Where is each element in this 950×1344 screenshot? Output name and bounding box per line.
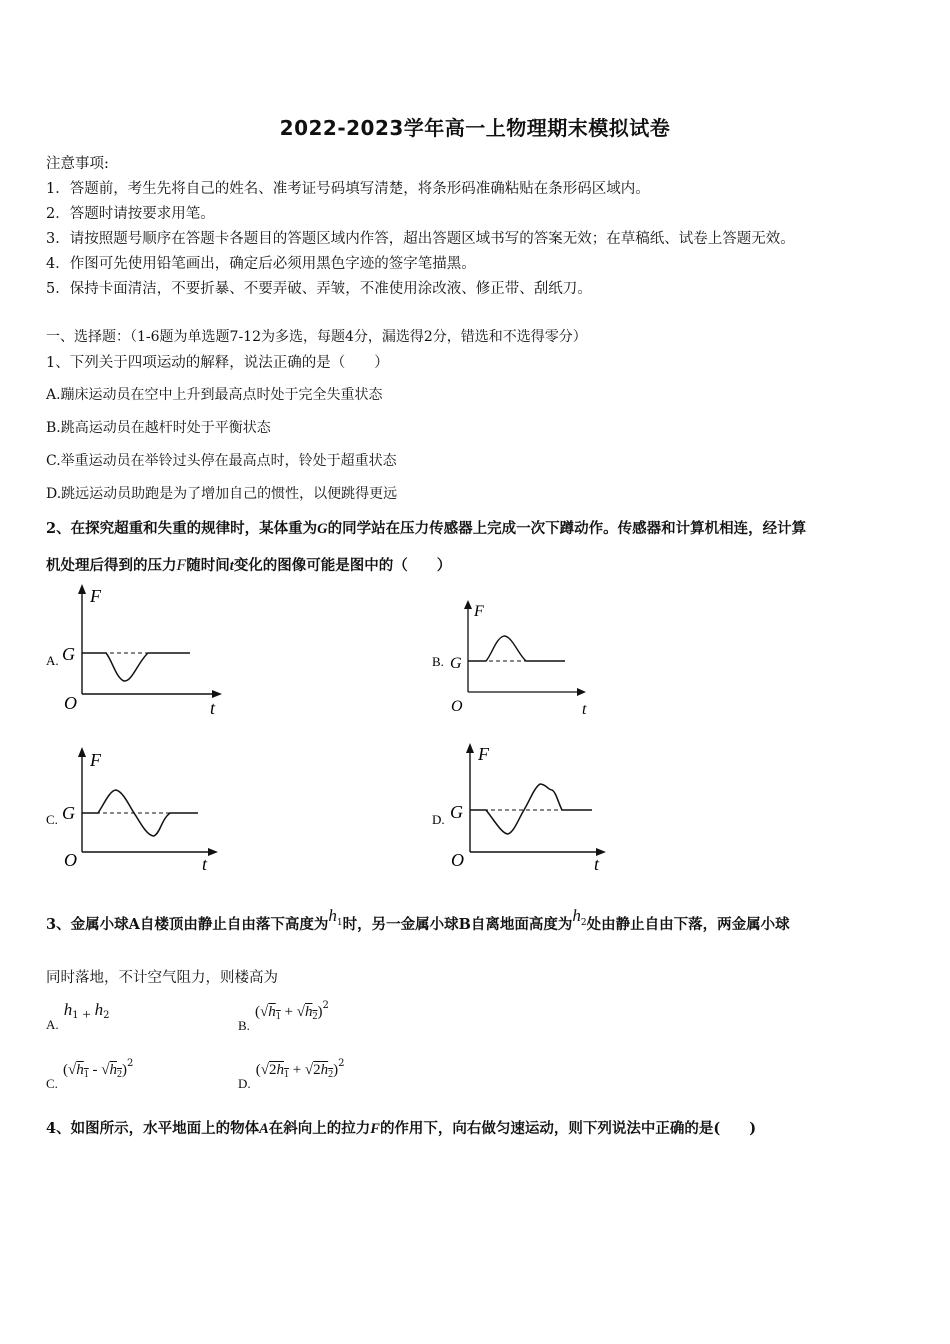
question-2-line1 [46, 517, 806, 538]
graph-d-label: D. [432, 812, 445, 827]
q3-h1: h [328, 906, 337, 925]
graph-a-g: G [62, 644, 75, 664]
graph-option-d [430, 738, 620, 874]
q2-text: 2、在探究超重和失重的规律时，某体重为 [46, 520, 318, 537]
graph-option-b [430, 596, 610, 718]
q4-symbol-a: A [259, 1121, 269, 1137]
y-axis-arrow [78, 584, 86, 594]
q3-option-c-label: C. [46, 1076, 58, 1091]
q2-text: 随时间 [186, 557, 230, 574]
q1-option-c: C.举重运动员在举铃过头停在最高点时，铃处于超重状态 [46, 453, 397, 469]
q1-option-d: D.跳远运动员助跑是为了增加自己的惯性，以便跳得更远 [46, 486, 398, 502]
graph-d-g: G [450, 802, 463, 822]
graph-b-f: F [474, 603, 484, 620]
notice-heading: 注意事项: [46, 156, 109, 172]
q3-h2: h [572, 906, 581, 925]
q3-ball-a: A [128, 916, 140, 933]
graph-d-t: t [594, 854, 600, 874]
notice-item: 2．答题时请按要求用笔。 [46, 206, 215, 222]
graph-b-g: G [450, 655, 462, 672]
graph-b-o: O [451, 698, 463, 715]
x-axis-arrow [577, 688, 586, 696]
notice-item: 4．作图可先使用铅笔画出，确定后必须用黑色字迹的签字笔描黑。 [46, 256, 476, 272]
q2-text: 的同学站在压力传感器上完成一次下蹲动作。传感器和计算机相连，经计算 [327, 520, 807, 537]
graph-d-f: F [478, 744, 489, 764]
q4-symbol-f: F [370, 1121, 380, 1137]
q3-text: 3、金属小球 [46, 916, 129, 933]
q3-option-c: $_{C.}$ $(√h_1 - √h_2)^2$ [46, 1058, 134, 1091]
y-axis-arrow [78, 747, 86, 757]
graph-a-t: t [210, 698, 216, 717]
section-heading: 一、选择题：（1-6题为单选题7-12为多选，每题4分，漏选得2分，错选和不选得零分） [46, 329, 587, 345]
notice-item: 5．保持卡面清洁，不要折暴、不要弄破、弄皱，不准使用涂改液、修正带、刮纸刀。 [46, 281, 592, 297]
graph-c-g: G [62, 803, 75, 823]
q2-text: 机处理后得到的压力 [46, 557, 177, 574]
x-axis-arrow [208, 848, 218, 856]
q4-text: 在斜向上的拉力 [268, 1120, 371, 1137]
q2-symbol-t: t [229, 558, 234, 574]
q2-symbol-g: G [317, 521, 328, 537]
question-3-line2: 同时落地，不计空气阻力，则楼高为 [46, 970, 278, 986]
graph-d-o: O [451, 850, 464, 870]
q3-option-d: $_{D.}$ $(√2h_1 + √2h_2)^2$ [238, 1058, 345, 1091]
q3-option-d-label: D. [238, 1076, 251, 1091]
question-4-stem [46, 1117, 756, 1138]
q3-option-b-label: B. [238, 1018, 250, 1033]
question-1-stem: 1、下列关于四项运动的解释，说法正确的是（ ） [46, 355, 389, 371]
y-axis-arrow [466, 743, 474, 753]
graph-a-o: O [64, 693, 77, 713]
page-title: 2022-2023学年高一上物理期末模拟试卷 [279, 116, 671, 140]
q3-h2-sub: 2 [580, 918, 587, 928]
q3-option-a: $_{A.}$ $h_1 + h_2$ [46, 1000, 110, 1032]
q3-ball-b: B [458, 916, 471, 933]
q1-option-b: B.跳高运动员在越杆时处于平衡状态 [46, 420, 271, 436]
question-2-line2 [46, 554, 451, 575]
q2-symbol-f: F [176, 557, 187, 574]
graph-c-f: F [90, 750, 101, 770]
q3-text: 处由静止自由下落，两金属小球 [586, 916, 790, 933]
graph-b-label: B. [432, 654, 444, 669]
graph-option-a [44, 582, 234, 717]
force-curve [468, 636, 565, 661]
notice-item: 1．答题前，考生先将自己的姓名、准考证号码填写清楚，将条形码准确粘贴在条形码区域内。 [46, 181, 650, 197]
graph-a-label: A. [46, 653, 59, 668]
graph-c-o: O [64, 850, 77, 870]
q3-text: 自离地面高度为 [470, 916, 573, 933]
q2-text: 变化的图像可能是图中的（ ） [233, 557, 452, 574]
q3-h1-sub: 1 [336, 918, 343, 928]
q3-text: 时，另一金属小球 [342, 916, 459, 933]
q3-option-b: $_{B.}$ $(√h_1 + √h_2)^2$ [238, 1000, 329, 1033]
graph-c-t: t [202, 854, 208, 874]
y-axis-arrow [464, 600, 472, 609]
x-axis-arrow [212, 690, 222, 698]
graph-c-label: C. [46, 812, 58, 827]
graph-a-f: F [90, 586, 101, 606]
force-curve [82, 653, 190, 681]
graph-b-t: t [582, 701, 587, 718]
graph-option-c [44, 744, 234, 874]
notice-item: 3．请按照题号顺序在答题卡各题目的答题区域内作答，超出答题区域书写的答案无效；在草稿纸、试卷上答题无效。 [46, 231, 795, 247]
question-3-line1 [46, 906, 790, 934]
force-curve [470, 784, 592, 834]
q3-option-a-label: A. [46, 1017, 59, 1032]
q1-option-a: A.蹦床运动员在空中上升到最高点时处于完全失重状态 [46, 387, 383, 403]
q3-text: 自楼顶由静止自由落下高度为 [139, 916, 329, 933]
q4-text: 4、如图所示，水平地面上的物体 [46, 1120, 260, 1137]
q4-text: 的作用下，向右做匀速运动，则下列说法中正确的是( ) [379, 1120, 757, 1137]
